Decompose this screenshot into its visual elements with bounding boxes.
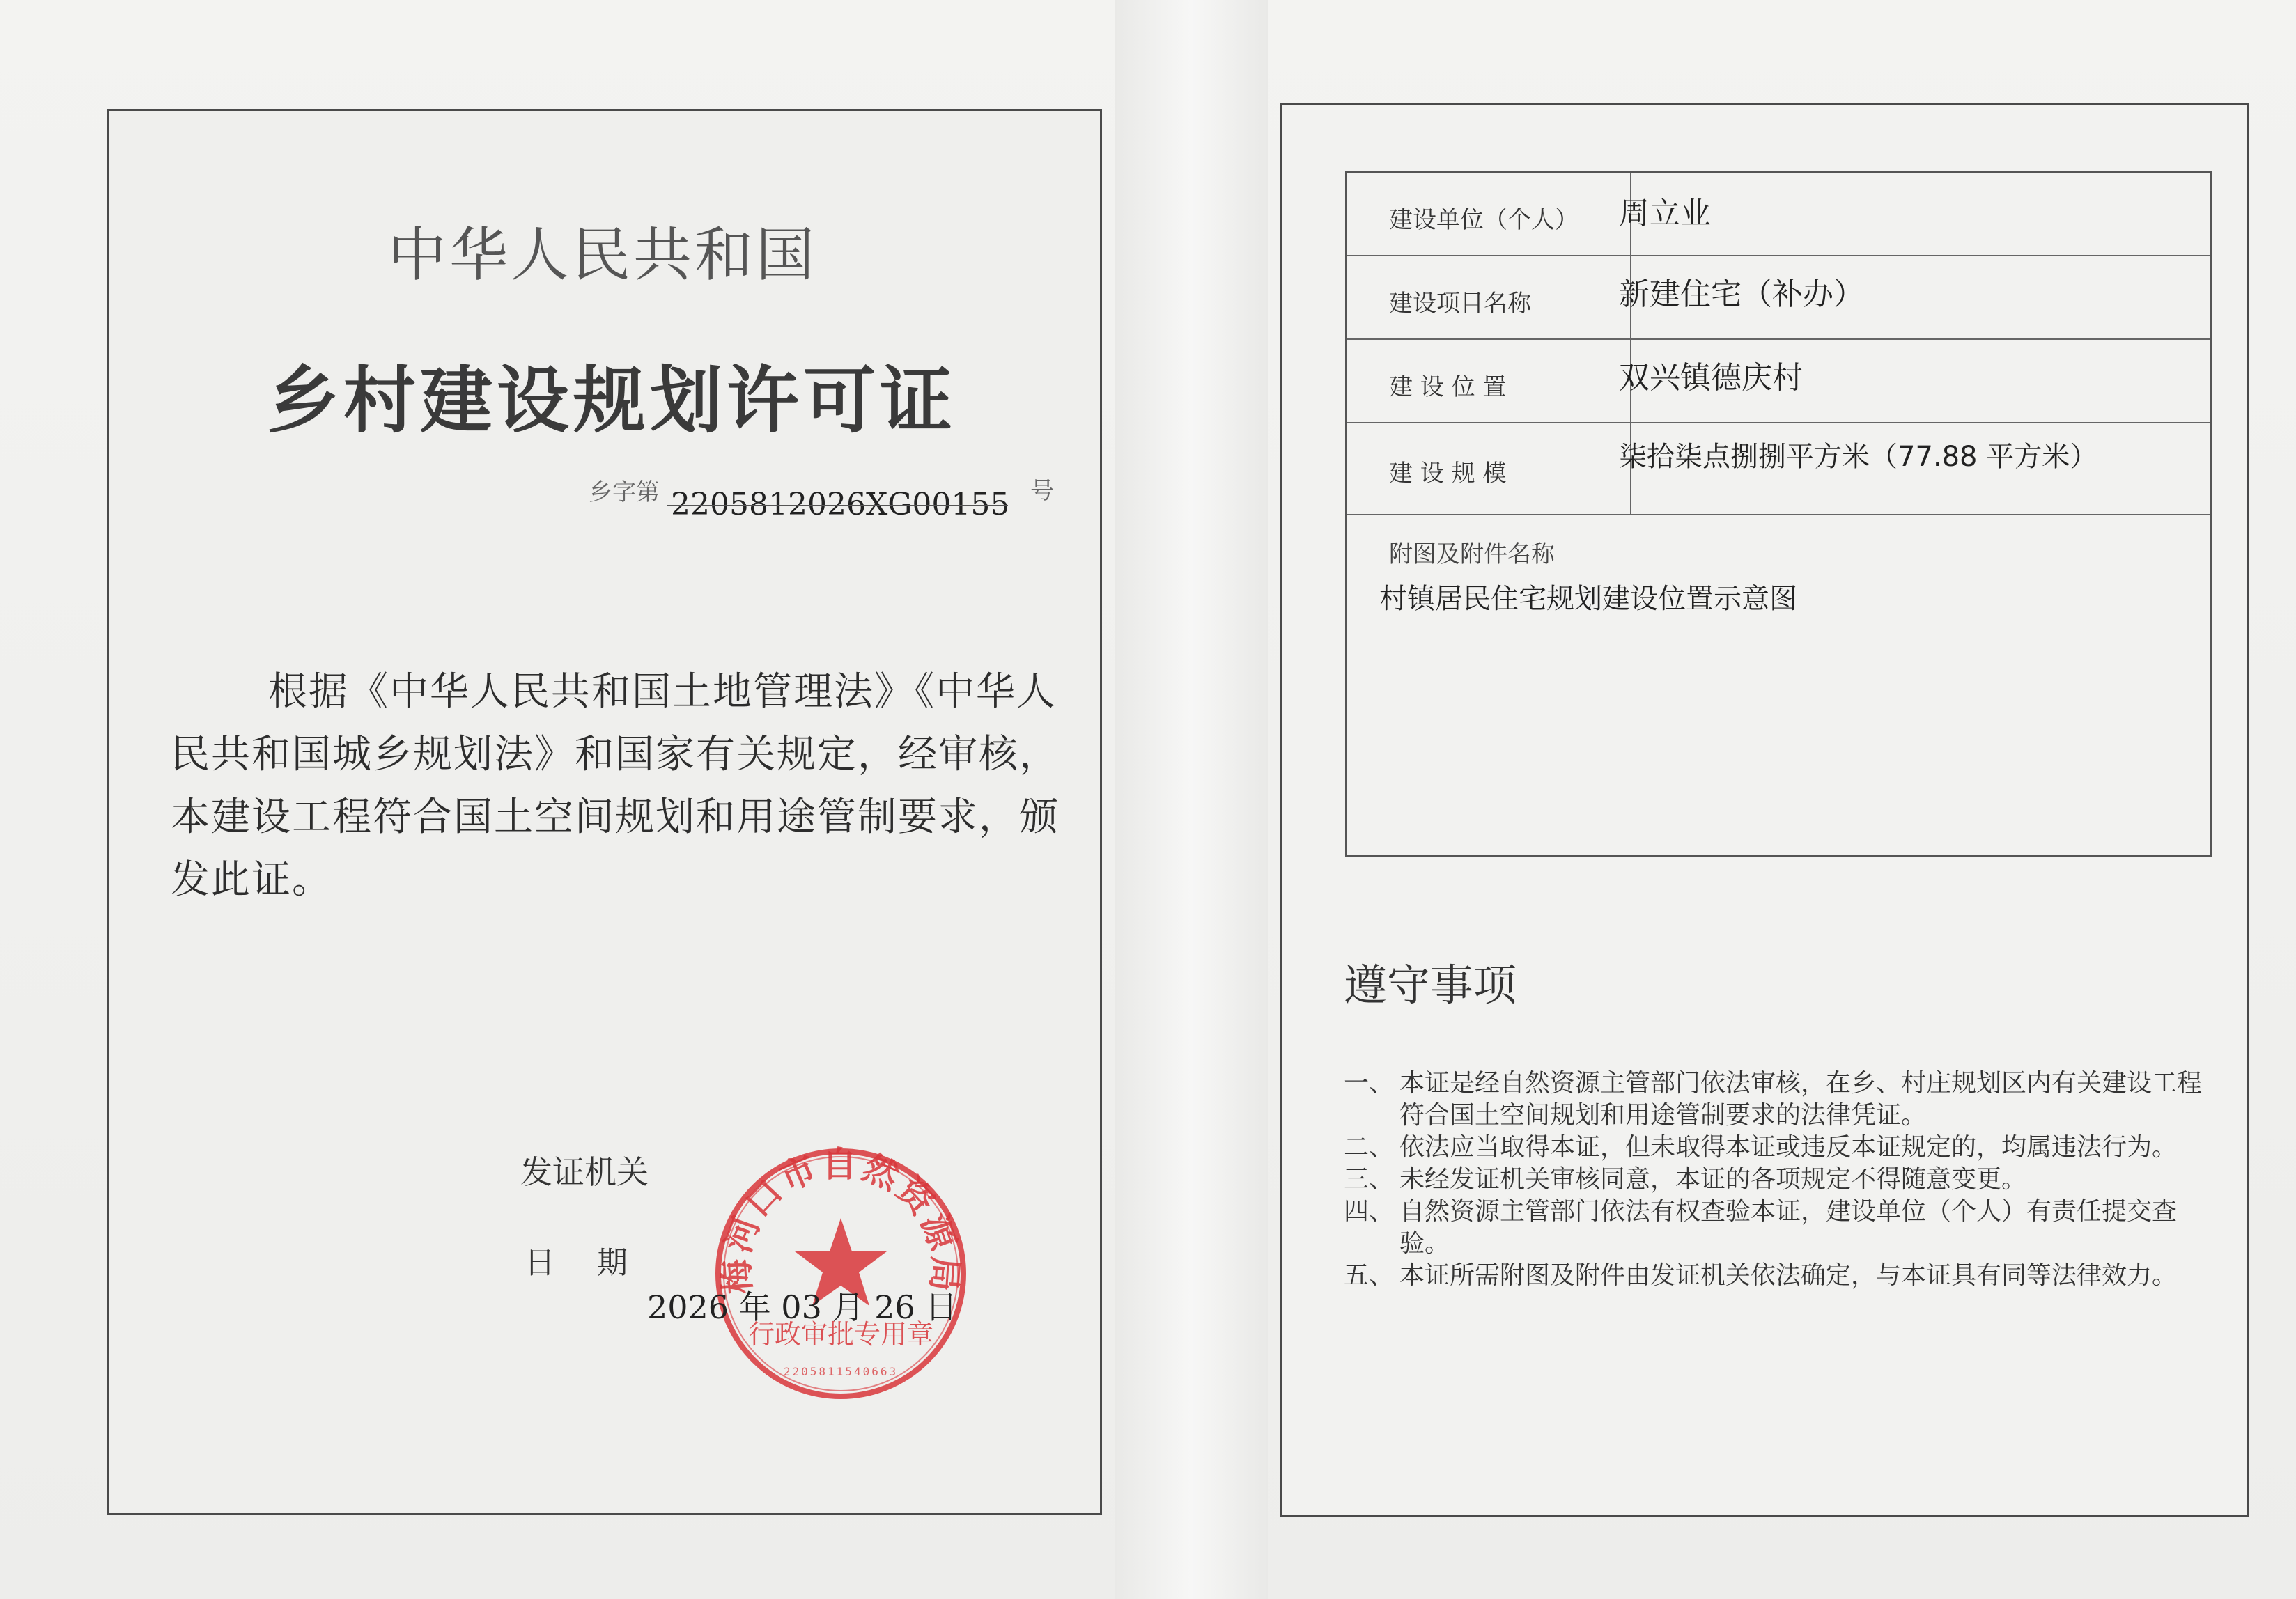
row-value-location: 双兴镇德庆村 [1619, 360, 1803, 396]
rule-text: 未经发证机关审核同意，本证的各项规定不得随意变更。 [1399, 1165, 2027, 1194]
row-value-builder: 周立业 [1619, 196, 1711, 231]
attachments-label: 附图及附件名称 [1389, 540, 1555, 568]
rule-item [1344, 1164, 2221, 1196]
rule-item [1344, 1260, 2221, 1292]
rule-item [1344, 1132, 2221, 1164]
number-prefix: 乡字第 [589, 478, 660, 506]
rule-text: 本证是经自然资源主管部门依法审核，在乡、村庄规划区内有关建设工程符合国土空间规划和用途管制要求的法律凭证。 [1399, 1069, 2203, 1130]
table-row-divider [1347, 422, 2210, 423]
row-label-project: 建设项目名称 [1389, 290, 1531, 318]
rule-text: 依法应当取得本证，但未取得本证或违反本证规定的，均属违法行为。 [1399, 1133, 2178, 1162]
rule-text: 本证所需附图及附件由发证机关依法确定，与本证具有同等法律效力。 [1399, 1261, 2178, 1290]
number-underline [667, 505, 1008, 506]
row-label-scale: 建 设 规 模 [1389, 460, 1507, 488]
number-suffix: 号 [1030, 477, 1054, 505]
seal-inner-text: 行政审批专用章 [747, 1319, 934, 1350]
certificate-body: 根据《中华人民共和国土地管理法》《中华人民共和国城乡规划法》和国家有关规定，经审核，本建设工程符合国土空间规划和用途管制要求，颁发此证。 [171, 669, 1060, 903]
row-value-project: 新建住宅（补办） [1619, 276, 1864, 312]
rules-list [1344, 1068, 2221, 1292]
rule-number: 四、 [1344, 1197, 1395, 1226]
certificate-front [107, 109, 1102, 1515]
rule-item [1344, 1196, 2221, 1260]
row-label-location: 建 设 位 置 [1389, 373, 1507, 401]
certificate-number: 2205812026XG00155 [671, 487, 1010, 522]
rule-number: 一、 [1344, 1069, 1395, 1098]
rule-number: 五、 [1344, 1261, 1395, 1290]
seal-code: 2205811540663 [783, 1365, 899, 1378]
row-value-scale: 柒拾柒点捌捌平方米（77.88 平方米） [1619, 441, 2098, 473]
certificate-title: 乡村建设规划许可证 [267, 358, 957, 443]
issue-date: 2026 年 03 月 26 日 [647, 1288, 958, 1326]
rule-number: 二、 [1344, 1133, 1395, 1162]
certificate-back [1280, 103, 2249, 1517]
seal-outer-text: 梅河口市自然资源局 [715, 1144, 966, 1295]
rule-text: 自然资源主管部门依法有权查验本证，建设单位（个人）有责任提交查验。 [1399, 1197, 2178, 1258]
attachments-value: 村镇居民住宅规划建设位置示意图 [1379, 583, 1797, 615]
info-table [1345, 171, 2212, 857]
row-label-builder: 建设单位（个人） [1389, 206, 1578, 234]
rule-item [1344, 1068, 2221, 1132]
date-label: 日期 [525, 1245, 669, 1281]
official-seal [708, 1141, 973, 1406]
page-gutter [1115, 0, 1268, 1599]
table-row-divider [1347, 514, 2210, 515]
table-row-divider [1347, 338, 2210, 340]
issuer-label: 发证机关 [520, 1153, 649, 1191]
rule-number: 三、 [1344, 1165, 1395, 1194]
rules-title: 遵守事项 [1344, 960, 1517, 1011]
country-name: 中华人民共和国 [388, 221, 818, 289]
table-row-divider [1347, 255, 2210, 256]
